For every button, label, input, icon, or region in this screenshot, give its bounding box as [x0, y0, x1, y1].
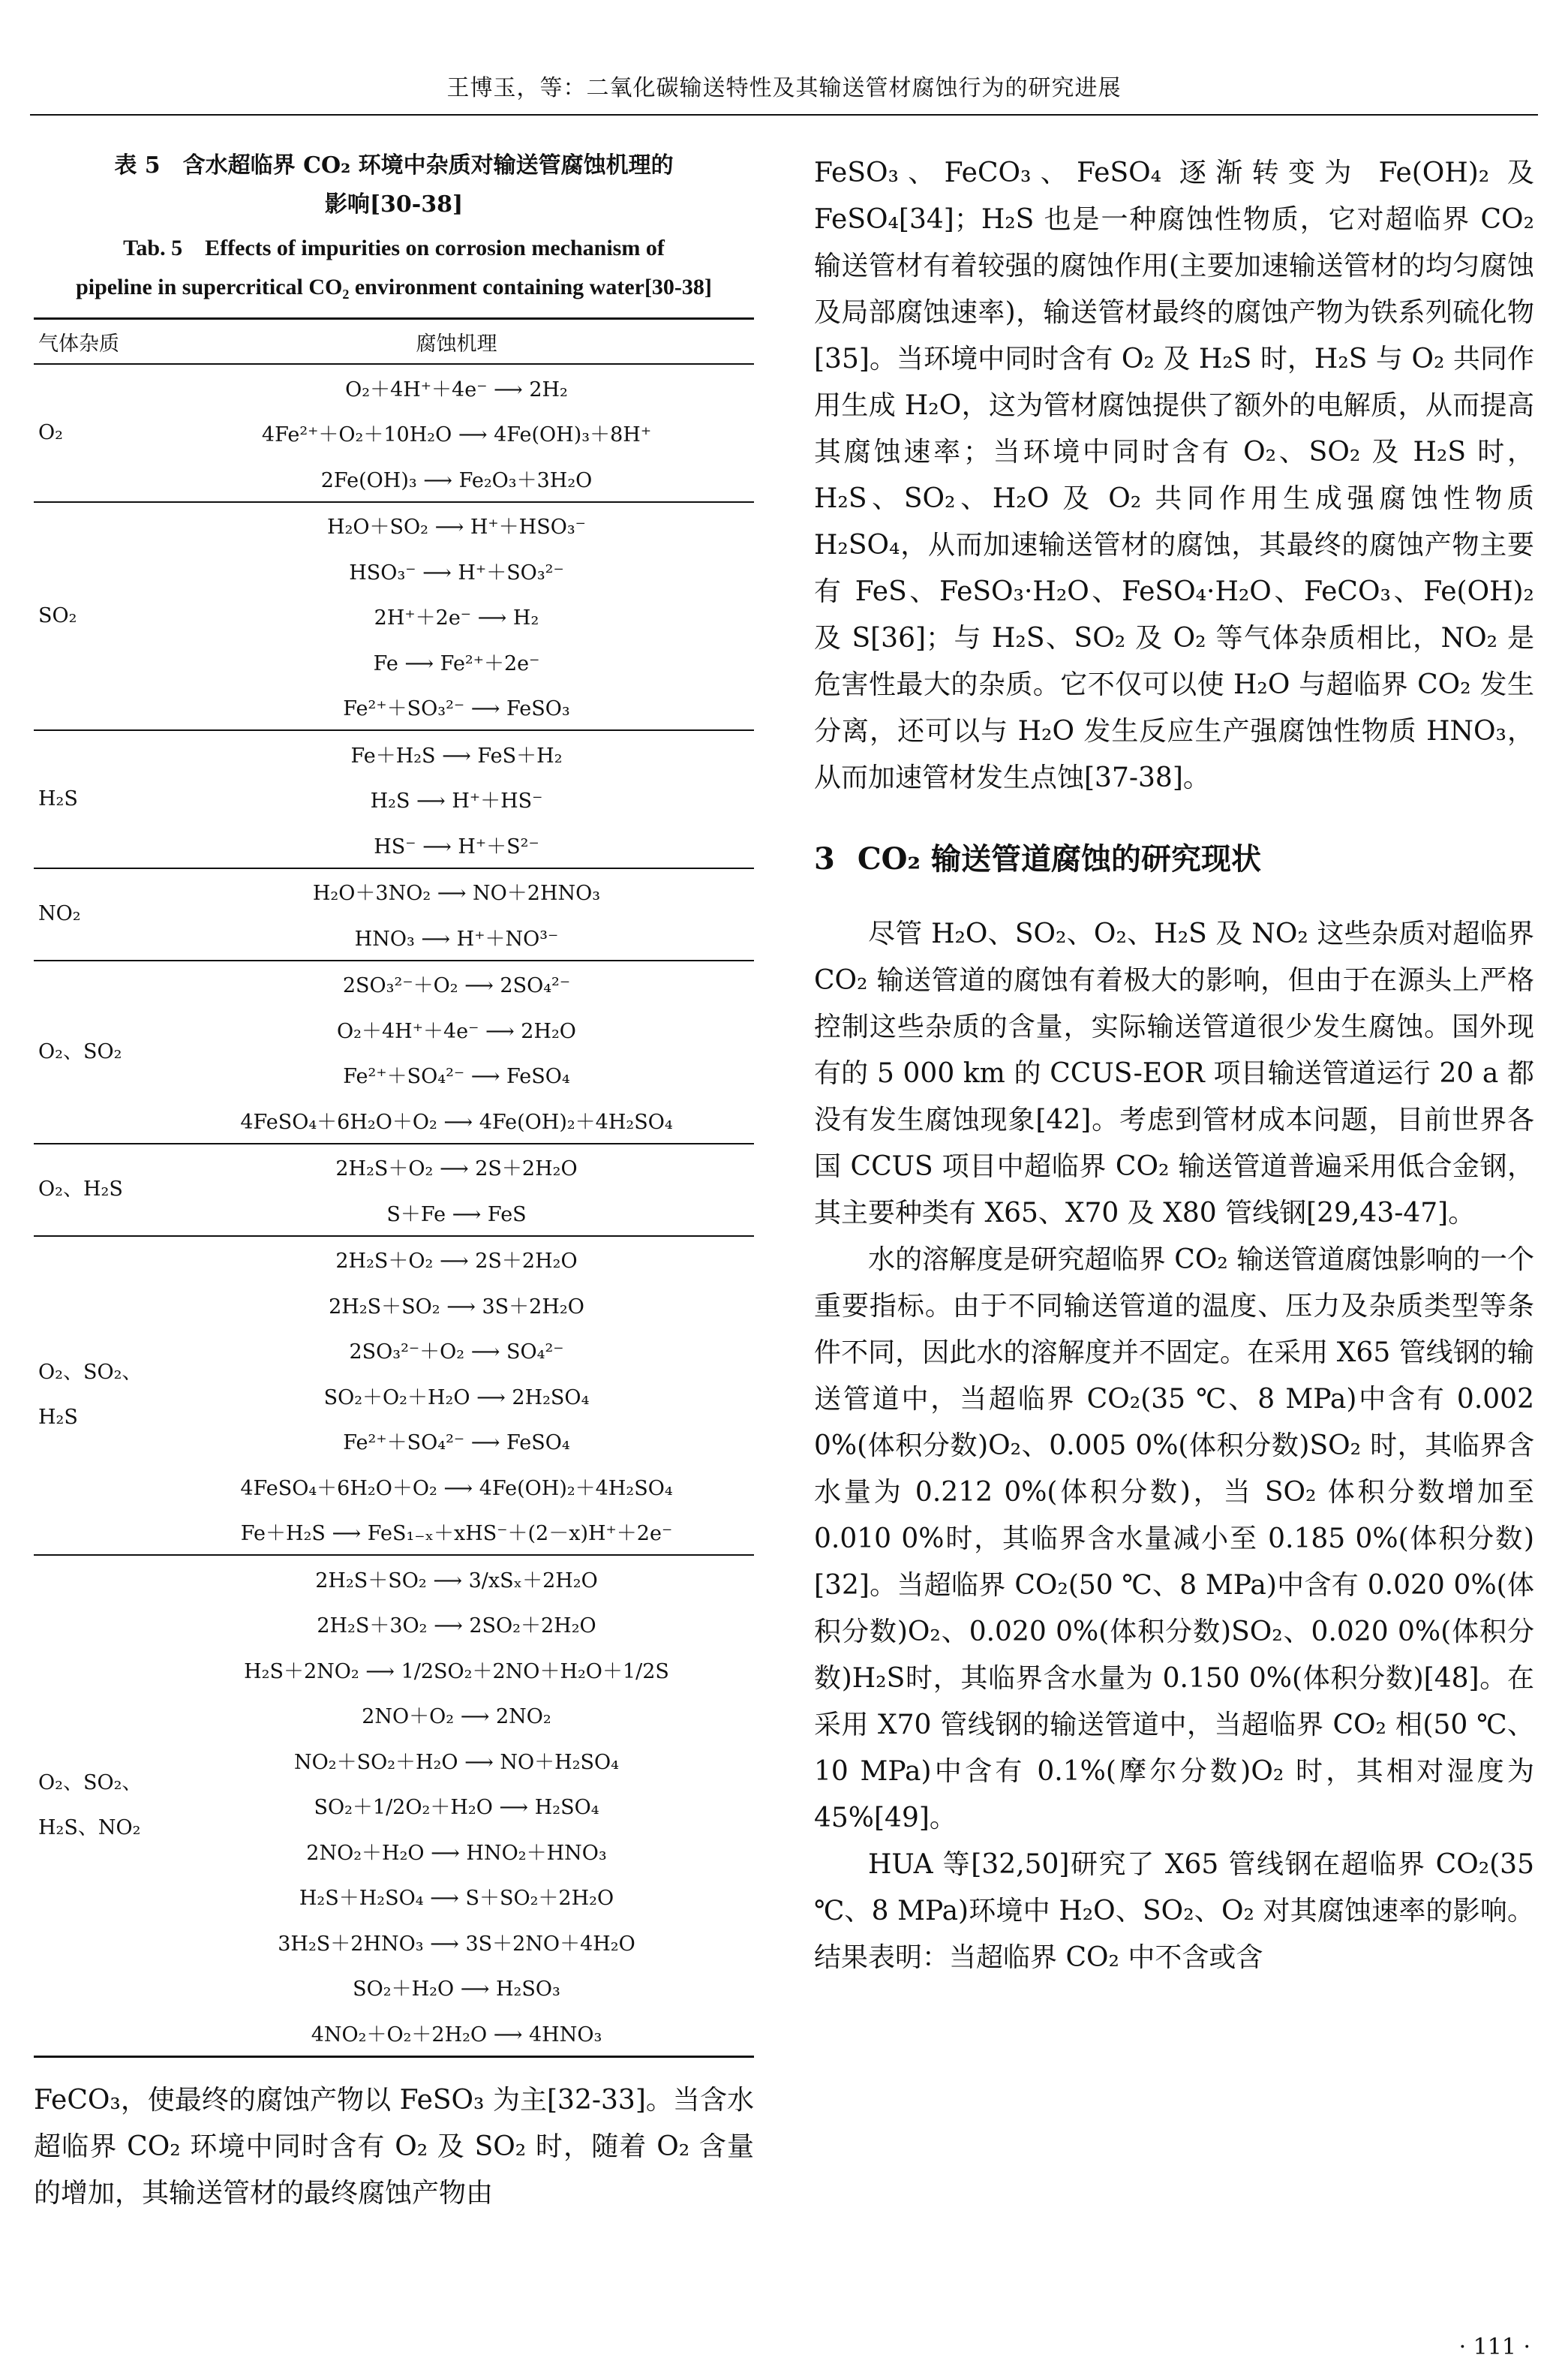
reaction-equation: 2H₂S＋O₂ ⟶ 2S＋2H₂O [335, 1157, 578, 1181]
reaction-equation: Fe²⁺＋SO₄²⁻ ⟶ FeSO₄ [343, 1065, 570, 1089]
reaction-equation: 4FeSO₄＋6H₂O＋O₂ ⟶ 4Fe(OH)₂＋4H₂SO₄ [240, 1476, 673, 1500]
reaction-equation: HS⁻ ⟶ H⁺＋S²⁻ [159, 822, 754, 868]
header-rule [30, 114, 1538, 116]
reaction-equation: 2H₂S＋O₂ ⟶ 2S＋2H₂O [335, 1250, 578, 1274]
left-column [34, 146, 754, 2217]
table-caption-cn [34, 146, 754, 224]
gas-impurity-cell: H₂S [34, 730, 159, 868]
reaction-equation: HNO₃ ⟶ H⁺＋NO³⁻ [159, 914, 754, 961]
reaction-equation: S＋Fe ⟶ FeS [159, 1190, 754, 1236]
reaction-equation: O₂＋4H⁺＋4e⁻ ⟶ 2H₂ [345, 377, 568, 402]
reaction-equation: H₂S＋H₂SO₄ ⟶ S＋SO₂＋2H₂O [299, 1887, 614, 1911]
paragraph-2: 尽管 H₂O、SO₂、O₂、H₂S 及 NO₂ 这些杂质对超临界 CO₂ 输送管道的腐蚀有着极大的影响，但由于在源头上严格控制这些杂质的含量，实际输送管道很少发生腐蚀。国外现有的 5 000 km 的 CCUS-EOR 项目输送管道运行 20 a 都没有发生腐蚀现象[42]。考虑到管材成本问题，目前世界各国 CCUS 项目中超临界 CO₂ 输送管道普遍采用低合金钢，其主要种类有 X65、X70 及 X80 管线钢[29,43-47]。 [814, 919, 1534, 1229]
table-row [34, 1144, 754, 1190]
reaction-equation: H₂S＋2NO₂ ⟶ 1/2SO₂＋2NO＋H₂O＋1/2S [244, 1659, 669, 1683]
reaction-equation: Fe＋H₂S ⟶ FeS₁₋ₓ＋xHS⁻＋(2－x)H⁺＋2e⁻ [159, 1509, 754, 1556]
gas-impurity-cell: O₂ [34, 364, 159, 502]
table-caption-en-line2: pipeline in supercritical CO₂ environment containing water[30-38] [76, 275, 712, 299]
gas-impurity-cell: O₂、SO₂、H₂S [34, 1236, 159, 1556]
reaction-equation: Fe ⟶ Fe²⁺＋2e⁻ [373, 651, 540, 675]
reaction-equation: 3H₂S＋2HNO₃ ⟶ 3S＋2NO＋4H₂O [278, 1932, 635, 1956]
paragraph-3: 水的溶解度是研究超临界 CO₂ 输送管道腐蚀影响的一个重要指标。由于不同输送管道的温度、压力及杂质类型等条件不同，因此水的溶解度并不固定。在采用 X65 管线钢的输送管道中，当超临界 CO₂(35 ℃、8 MPa)中含有 0.002 0%(体积分数)O₂、0.005 0%(体积分数)SO₂ 时，其临界含水量为 0.212 0%(体积分数)，当 SO₂ 体积分数增加至 0.010 0%时，其临界含水量减小至 0.185 0%(体积分数)[32]。当超临界 CO₂(50 ℃、8 MPa)中含有 0.020 0%(体积分数)O₂、0.020 0%(体积分数)SO₂、0.020 0%(体积分数)H₂S时，其临界含水量为 0.150 0%(体积分数)[48]。在采用 X70 管线钢的输送管道中，当超临界 CO₂ 相(50 ℃、10 MPa)中含有 0.1%(摩尔分数)O₂ 时，其相对湿度为 45%[49]。 [814, 1244, 1534, 1833]
table-caption-cn-line2: 影响[30-38] [324, 191, 464, 218]
corrosion-mechanism-table [34, 317, 754, 2058]
table-row [34, 730, 754, 777]
reaction-equation: SO₂＋H₂O ⟶ H₂SO₃ [353, 1977, 560, 2002]
table-row [34, 502, 754, 549]
gas-impurity-cell: O₂、H₂S [34, 1144, 159, 1236]
reaction-equation: O₂＋4H⁺＋4e⁻ ⟶ 2H₂O [337, 1019, 576, 1043]
reaction-equation: 2H⁺＋2e⁻ ⟶ H₂ [374, 606, 539, 630]
table-row [34, 1555, 754, 1602]
gas-impurity-cell: O₂、SO₂、H₂S、NO₂ [34, 1555, 159, 2056]
reaction-equation: 4FeSO₄＋6H₂O＋O₂ ⟶ 4Fe(OH)₂＋4H₂SO₄ [159, 1097, 754, 1144]
reaction-equation: HSO₃⁻ ⟶ H⁺＋SO₃²⁻ [349, 561, 564, 585]
paragraph-4: HUA 等[32,50]研究了 X65 管线钢在超临界 CO₂(35 ℃、8 MPa)环境中 H₂O、SO₂、O₂ 对其腐蚀速率的影响。结果表明：当超临界 CO₂ 中不含或含 [814, 1849, 1534, 1973]
reaction-equation: H₂O＋3NO₂ ⟶ NO＋2HNO₃ [312, 882, 601, 906]
table-row [34, 1236, 754, 1283]
gas-impurity-cell: NO₂ [34, 868, 159, 961]
reaction-equation: 2H₂S＋SO₂ ⟶ 3S＋2H₂O [329, 1295, 584, 1319]
table-caption-en-line1: Tab. 5 Effects of impurities on corrosion mechanism of [123, 236, 665, 260]
reaction-equation: SO₂＋O₂＋H₂O ⟶ 2H₂SO₄ [323, 1385, 590, 1409]
reaction-equation: 2SO₃²⁻＋O₂ ⟶ SO₄²⁻ [349, 1340, 564, 1364]
table-caption-en [34, 229, 754, 307]
table-row [34, 868, 754, 915]
header-corrosion-mechanism: 腐蚀机理 [159, 319, 754, 365]
reaction-equation: Fe²⁺＋SO₄²⁻ ⟶ FeSO₄ [343, 1431, 570, 1455]
reaction-equation: SO₂＋1/2O₂＋H₂O ⟶ H₂SO₄ [314, 1796, 599, 1820]
table-row [34, 961, 754, 1007]
reaction-equation: 4NO₂＋O₂＋2H₂O ⟶ 4HNO₃ [159, 2010, 754, 2056]
reaction-equation: 2NO₂＋H₂O ⟶ HNO₂＋HNO₃ [306, 1841, 607, 1865]
reaction-equation: 2H₂S＋3O₂ ⟶ 2SO₂＋2H₂O [317, 1614, 596, 1638]
table-body [34, 364, 754, 2056]
left-body-text: FeCO₃，使最终的腐蚀产物以 FeSO₃ 为主[32-33]。当含水超临界 CO₂ 环境中同时含有 O₂ 及 SO₂ 时，随着 O₂ 含量的增加，其输送管材的最终腐蚀产物由 [34, 2084, 754, 2209]
reaction-equation: Fe＋H₂S ⟶ FeS＋H₂ [350, 744, 563, 768]
section-heading [814, 836, 1534, 883]
gas-impurity-cell: O₂、SO₂ [34, 961, 159, 1144]
reaction-equation: Fe²⁺＋SO₃²⁻ ⟶ FeSO₃ [159, 684, 754, 731]
page-number: · 111 · [1458, 2334, 1530, 2360]
right-column [814, 150, 1534, 1981]
reaction-equation: 2H₂S＋SO₂ ⟶ 3/xSₓ＋2H₂O [315, 1568, 598, 1593]
table-caption-cn-line1: 表 5 含水超临界 CO₂ 环境中杂质对输送管腐蚀机理的 [114, 152, 674, 179]
table-row [34, 364, 754, 411]
header-gas-impurity: 气体杂质 [34, 319, 159, 365]
reaction-equation: H₂S ⟶ H⁺＋HS⁻ [370, 789, 543, 814]
reaction-equation: 4Fe²⁺＋O₂＋10H₂O ⟶ 4Fe(OH)₃＋8H⁺ [261, 423, 652, 447]
section-number: 3 [814, 841, 835, 877]
reaction-equation: 2Fe(OH)₃ ⟶ Fe₂O₃＋3H₂O [159, 456, 754, 502]
gas-impurity-cell: SO₂ [34, 502, 159, 731]
paragraph-1: FeSO₃、FeCO₃、FeSO₄ 逐渐转变为 Fe(OH)₂ 及 FeSO₄[34]；H₂S 也是一种腐蚀性物质，它对超临界 CO₂ 输送管材有着较强的腐蚀作用(主要加速输送管材的均匀腐蚀及局部腐蚀速率)，输送管材最终的腐蚀产物为铁系列硫化物[35]。当环境中同时含有 O₂ 及 H₂S 时，H₂S 与 O₂ 共同作用生成 H₂O，这为管材腐蚀提供了额外的电解质，从而提高其腐蚀速率；当环境中同时含有 O₂、SO₂ 及 H₂S 时，H₂S、SO₂、H₂O 及 O₂ 共同作用生成强腐蚀性物质 H₂SO₄，从而加速输送管材的腐蚀，其最终的腐蚀产物主要有 FeS、FeSO₃·H₂O、FeSO₄·H₂O、FeCO₃、Fe(OH)₂ 及 S[36]；与 H₂S、SO₂ 及 O₂ 等气体杂质相比，NO₂ 是危害性最大的杂质。它不仅可以使 H₂O 与超临界 CO₂ 发生分离，还可以与 H₂O 发生反应生产强腐蚀性物质 HNO₃，从而加速管材发生点蚀[37-38]。 [814, 158, 1534, 793]
section-title: CO₂ 输送管道腐蚀的研究现状 [857, 841, 1261, 877]
reaction-equation: 2SO₃²⁻＋O₂ ⟶ 2SO₄²⁻ [342, 974, 571, 998]
running-header: 王博玉，等：二氧化碳输送特性及其输送管材腐蚀行为的研究进展 [446, 75, 1122, 101]
reaction-equation: NO₂＋SO₂＋H₂O ⟶ NO＋H₂SO₄ [293, 1750, 619, 1774]
reaction-equation: H₂O＋SO₂ ⟶ H⁺＋HSO₃⁻ [327, 516, 586, 540]
reaction-equation: 2NO＋O₂ ⟶ 2NO₂ [362, 1705, 551, 1729]
